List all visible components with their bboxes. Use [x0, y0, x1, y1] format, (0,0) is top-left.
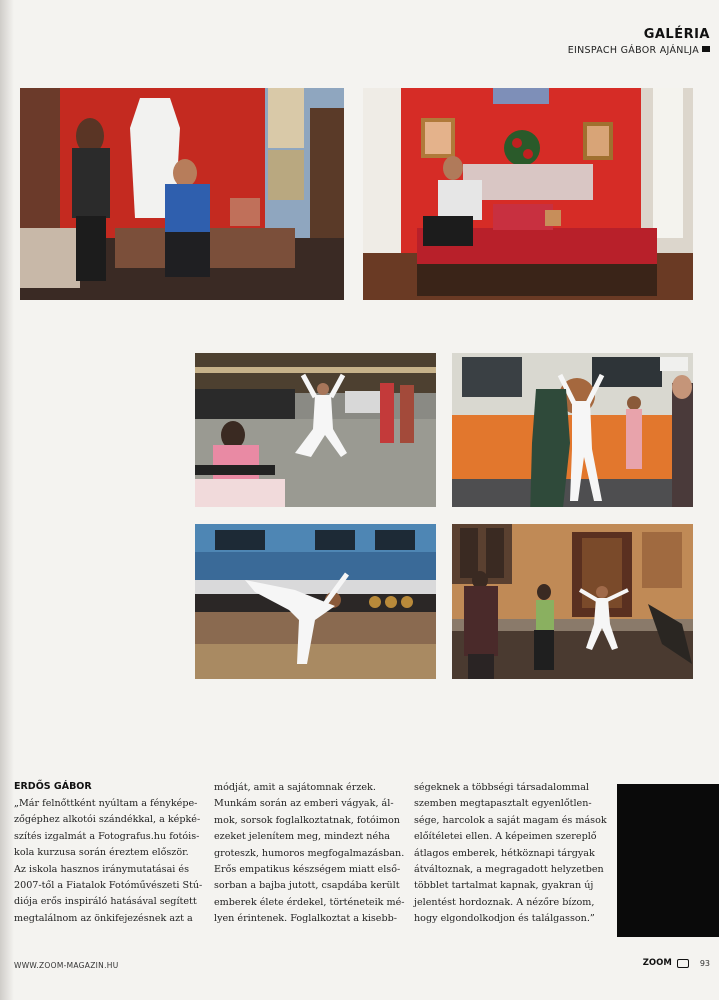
article-column-3 [414, 780, 607, 928]
article-line: átlagos emberek, hétköznapi tárgyak [414, 847, 595, 859]
article-column-1 [14, 796, 203, 927]
photo-man-red-bedroom [363, 88, 693, 300]
square-icon [702, 46, 710, 52]
section-title: GALÉRIA [643, 27, 710, 42]
footer-brand [643, 958, 710, 968]
article-line: lyen érintenek. Foglalkoztat a kisebb- [214, 913, 398, 925]
article-line: emberek élete érdekel, történeteik mé- [214, 896, 405, 908]
article-line: módját, amit a sajátomnak érzek. [214, 782, 376, 793]
black-block [617, 784, 719, 937]
article-line: hogy elgondolkodjon és találgasson.” [414, 913, 595, 925]
article-line: átváltoznak, a megragadott helyzetben [414, 864, 604, 876]
section-subtitle [568, 45, 710, 56]
article-line: sorban a bajba jutott, csapdába került [214, 880, 400, 892]
article-line: Erős empatikus készségem miatt első- [214, 864, 401, 876]
article-line: Az iskola hasznos iránymutatásai és [14, 863, 190, 875]
article-line: groteszk, humoros megfogalmazásban. [214, 847, 405, 859]
article-line: szítés izgalmát a Fotografus.hu fotóis- [14, 830, 200, 842]
article-line: zőgéphez alkotói szándékkal, a képké- [14, 814, 201, 826]
article-line: többlet tartalmat kapnak, gyakran új [414, 880, 594, 892]
article-line: „Már felnőttként nyúltam a fényképe- [14, 798, 198, 809]
author-name: ERDŐS GÁBOR [14, 781, 92, 792]
section-subtitle-text: EINSPACH GÁBOR AJÁNLJA [567, 45, 699, 56]
page-number: 93 [699, 958, 710, 968]
article-line: diója erős inspiráló hatásával segített [14, 896, 197, 908]
photo-dancer-street-bench [195, 353, 436, 507]
zoom-logo-icon [677, 959, 689, 968]
article-line: ezeket jelenítem meg, mindezt néha [214, 831, 391, 843]
article-line: jelentést hordoznak. A nézőre bízom, [414, 896, 595, 908]
article-line: sége, harcolok a saját magam és mások [414, 814, 607, 826]
article-line: mok, sorsok foglalkoztatnak, fotóimon [214, 814, 400, 826]
article-line: 2007-től a Fiatalok Fotóművészeti Stú- [14, 880, 203, 892]
photo-couple-red-room [20, 88, 344, 300]
article-line: ségeknek a többségi társadalommal [414, 782, 589, 793]
article-line: szemben megtapasztalt egyenlőtlen- [414, 798, 592, 810]
photo-dancer-blue-train [195, 524, 436, 679]
photo-dancer-orange-tram [452, 353, 693, 507]
footer-url: WWW.ZOOM-MAGAZIN.HU [14, 961, 119, 970]
article-line: Munkám során az emberi vágyak, ál- [214, 798, 394, 810]
article-line: kola kurzusa során éreztem először. [14, 847, 189, 859]
article-line: megtalálnom az önkifejezésnek azt a [14, 912, 193, 924]
article-line: előítéletei ellen. A képeimen szereplő [414, 831, 597, 843]
photo-dancer-brick-building [452, 524, 693, 679]
section-header [568, 27, 710, 56]
footer-brand-name: ZOOM [642, 958, 672, 968]
article-column-2 [214, 780, 405, 928]
page-gutter-shadow [0, 0, 14, 1000]
